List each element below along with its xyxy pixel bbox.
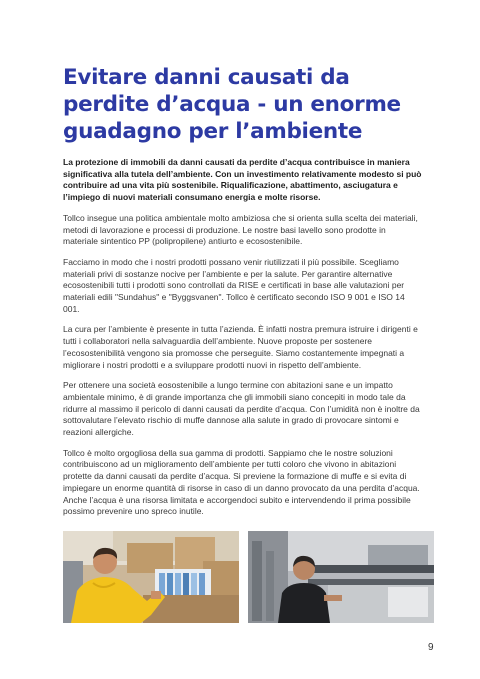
lead-paragraph: La protezione di immobili da danni causati da perdite d’acqua contribuisce in maniera significativa alla tutela dell’ambiente. Con un investimento relativamente modesto si può contribuire ad una vita più sostenibile. Riqualificazione, abattimento, asciugatura e l’impiego di nuovi materiali consumano energia e molte risorse. bbox=[63, 157, 422, 203]
page-title: Evitare danni causati da perdite d’acqua - un enorme guadagno per l’ambiente bbox=[63, 65, 401, 144]
body-paragraph: Tollco insegue una politica ambientale molto ambiziosa che si orienta sulla scelta dei materiali, metodi di lavorazione e processi di produzione. Le nostre basi lavello sono prodotte in materiale sintentico PP (polipropilene) antiurto e ecosostenibile. bbox=[63, 212, 418, 247]
factory-worker-photo bbox=[248, 531, 434, 623]
article-body bbox=[63, 157, 423, 527]
body-paragraph: Facciamo in modo che i nostri prodotti possano venir riutilizzati il più possibile. Scegliamo materiali privi di sostanze nocive per l’ambiente e per la salute. Per garantire alternative ecosostenibili tutti i prodotti sono controllati da RISE e certificati in base alle valutazioni per materiali edili "Sundahus" e "Byggsvanen". Tollco è certificato secondo ISO 9 001 e ISO 14 001. bbox=[63, 256, 405, 314]
body-paragraph: Tollco è molto orgogliosa della sua gamma di prodotti. Sappiamo che le nostre soluzioni contribuiscono ad un miglioramento dell’ambiente per tutti coloro che vivono in abitazioni protette da danni causati da perdite d’acqua. Si previene la formazione di muffe e si evita di impiegare un enorme quantità di risorse in caso di un danno provocato da una perdita d’acqua. Anche l’acqua è una risorsa limitata e accorgendoci subito e intervendendo il prima possibile possimo prevenire uno spreco inutile. bbox=[63, 447, 420, 517]
body-paragraph: Per ottenere una società eosostenibile a lungo termine con abitazioni sane e un impatto ambientale minimo, è di grande importanza che gli immobili siano concepiti in modo tale da ridurre al massimo il pericolo di danni causati da perdite d’acqua. Con l’umidità non è inoltre da sottovalutare l’elevato rischio di muffe dannose alla salute in grado di provocare sintomi e reazioni allergiche. bbox=[63, 380, 420, 438]
page-number: 9 bbox=[428, 642, 434, 653]
body-paragraph: La cura per l’ambiente è presente in tutta l’azienda. È infatti nostra premura istruire i dirigenti e tutti i collaboratori nella salvaguardia dell’ambiente. Nuove proposte per sostenere l’ecosostenibilità vengono sia promosse che perseguite. Siamo costantemente impegnati a migliorare i nostri prodotti e a sviluppare prodotti nuovi in rispetto dell’ambiente. bbox=[63, 324, 418, 370]
warehouse-worker-photo bbox=[63, 531, 239, 623]
